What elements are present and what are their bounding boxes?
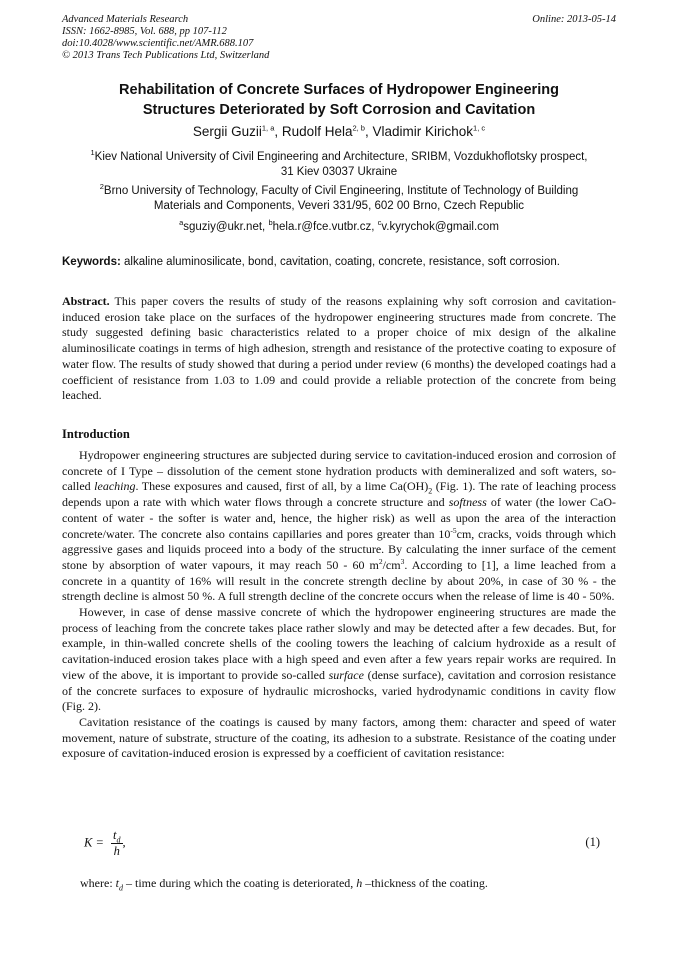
journal-name: Advanced Materials Research	[62, 14, 189, 25]
author-1: Sergii Guzii	[192, 124, 262, 139]
journal-header	[62, 14, 616, 62]
symbol-h: h	[356, 876, 363, 890]
emphasis: surface	[328, 667, 364, 682]
superscript: 2	[378, 556, 383, 566]
section-heading-introduction: Introduction	[62, 427, 130, 441]
subscript: 2	[428, 486, 433, 496]
affiliation-1-marker: 1	[90, 148, 95, 158]
affiliation-2	[62, 184, 616, 214]
email-b[interactable]: hela.r@fce.vutbr.cz,	[272, 221, 378, 233]
affiliation-2-line-2: Materials and Components, Veveri 331/95, 602 00 Brno, Czech Republic	[153, 200, 525, 212]
online-date: Online: 2013-05-14	[532, 14, 616, 25]
paper-title	[62, 80, 616, 120]
text-run: (Fig. 1). The rate of leaching process depends upon a rate with which water flows through a concrete structure and	[62, 479, 616, 510]
email-c[interactable]: v.kyrychok@gmail.com	[381, 221, 499, 233]
symbol-td-subscript: d	[119, 883, 123, 893]
text-run: of water (the lower CaO-content of water - the softer is water and, hence, the higher risk) as well as upon the area of the interaction concrete/water. The concrete also contains capillaries and pores greater than 10	[62, 495, 616, 541]
author-2: Rudolf Hela	[281, 124, 353, 139]
text-run: –thickness of the coating.	[362, 876, 488, 890]
email-c-marker: c	[377, 218, 382, 228]
numerator-symbol: t	[113, 828, 117, 842]
text-run: Hydropower engineering structures are subjected during service to cavitation-induced erosion and corrosion of concrete of I Type – dissolution of the cement stone hydration products with demineralized and soft waters, so-called	[62, 448, 616, 494]
superscript: 3	[400, 556, 405, 566]
author-1-marker: 1, a	[261, 123, 275, 133]
author-list: Sergii Guzii$^{1, a}$, Rudolf Hela$^{2, b}$, Vladimir Kirichok$^{1, c}$	[192, 123, 486, 139]
doi[interactable]: doi:10.4028/www.scientific.net/AMR.688.107	[62, 38, 254, 49]
symbol-td: t	[115, 876, 119, 890]
affiliation-1-line-1: Kiev National University of Civil Engineering and Architecture, SRIBM, Vozdukhoflotsky prospect,	[94, 151, 588, 163]
email-a-marker: a	[179, 218, 184, 228]
author-3: Vladimir Kirichok	[372, 124, 474, 139]
title-line-2: Structures Deteriorated by Soft Corrosion and Cavitation	[142, 102, 536, 118]
numerator-subscript: d	[116, 835, 121, 845]
intro-paragraph-3: Cavitation resistance of the coatings is caused by many factors, among them: character and speed of water movement, nature of substrate, structure of the coating, its adhesion to a substrate. Resistance of the coating under exposure of cavitation-induced erosion is expressed by a coefficient of cavitation resistance:	[62, 714, 616, 761]
fraction-numerator	[111, 828, 122, 844]
abstract-text: This paper covers the results of study of the reasons explaining why soft corrosion and cavitation-induced erosion take place on the surfaces of the hydropower engineering structures made from concrete. The study suggested defining basic characteristics related to a proper choice of mix design of the alkaline aluminosilicate coatings in terms of high adhesion, strength and resistance of the protective coating to exposure of water flow. The results of study showed that during a period under review (6 months) the developed coatings had a coefficient of resistance from 1.03 to 1.09 and could provide a reliable protection of the concrete from being leached.	[62, 294, 616, 403]
text-run: – time during which the coating is deteriorated,	[123, 876, 357, 890]
text-run: However, in case of dense massive concrete of which the hydropower engineering structures are made the process of leaching from the concrete takes place rather slowly and may be detected after a few decades. But, for example, in thin-walled concrete shells of the cooling towers the leaching of calcium hydroxide as a result of cavitation-induced erosion takes place with a high speed and even after a few years repair works are required. In view of the above, it is important to provide so-called	[62, 605, 616, 682]
equation-fraction	[111, 828, 122, 859]
email-b-marker: b	[268, 218, 273, 228]
text-run: cm, cracks, voids through which aggressive gases and liquids proceed into a body of the structure. By calculating the inner surface of the cement stone by absorption of water vapours, it may reach 50 - 60 m	[62, 526, 616, 572]
text-run: . According to [1], a lime leached from a concrete in a quantity of 16% will result in the concrete strength decline by about 20%, in case of 30 % - the strength decline is almost 50 %. A full strength decline of the concrete occurs when the release of lime is 40 - 50%.	[62, 557, 616, 604]
keywords-text: alkaline aluminosilicate, bond, cavitation, coating, concrete, resistance, soft corrosion.	[120, 256, 560, 268]
title-line-1: Rehabilitation of Concrete Surfaces of Hydropower Engineering	[119, 82, 559, 98]
affiliation-2-line-1: Brno University of Technology, Faculty of Civil Engineering, Institute of Technology of Building	[103, 185, 579, 197]
affiliation-1	[62, 150, 616, 180]
introduction-body	[62, 448, 616, 762]
text-run: where:	[80, 876, 116, 890]
equation-1	[84, 828, 126, 859]
intro-paragraph-2	[62, 605, 616, 715]
text-run: (dense surface), cavitation and corrosion resistance of the concrete surfaces to exposure of hydraulic microshocks, varied hydrodynamic conditions in cavity flow (Fig. 2).	[62, 667, 616, 714]
abstract	[62, 294, 616, 404]
issn: ISSN: 1662-8985, Vol. 688, pp 107-112	[62, 26, 227, 37]
equation-number: (1)	[585, 835, 600, 849]
emphasis: softness	[448, 495, 487, 510]
fraction-denominator: h	[113, 844, 120, 858]
abstract-label: Abstract.	[62, 294, 110, 308]
author-emails	[62, 220, 616, 235]
equation-lhs: K =	[84, 835, 104, 850]
affiliation-2-marker: 2	[99, 182, 104, 192]
text-run: . These exposures and caused, first of all, by a lime Ca(OH)	[135, 479, 429, 494]
copyright: © 2013 Trans Tech Publications Ltd, Switzerland	[62, 50, 270, 61]
keywords	[62, 255, 616, 270]
superscript: -5	[450, 525, 457, 535]
equation-legend	[80, 876, 488, 891]
keywords-label: Keywords:	[62, 256, 121, 268]
email-a[interactable]: sguziy@ukr.net,	[183, 221, 269, 233]
text-run: /cm	[382, 557, 401, 572]
equation-comma: ,	[122, 835, 126, 850]
affiliation-1-line-2: 31 Kiev 03037 Ukraine	[280, 166, 398, 178]
emphasis: leaching	[94, 479, 136, 494]
author-3-marker: 1, c	[473, 123, 486, 133]
intro-paragraph-1	[62, 448, 616, 605]
author-2-marker: 2, b	[352, 123, 365, 133]
